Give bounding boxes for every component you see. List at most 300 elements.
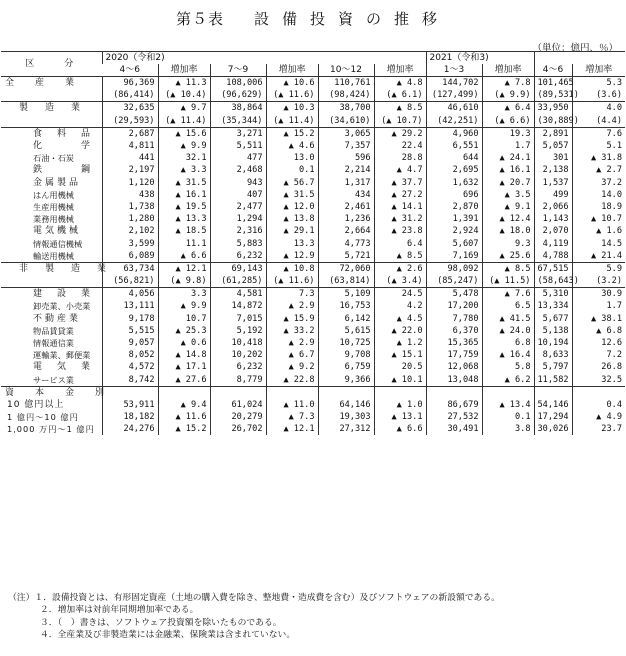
row-label <box>1 115 102 128</box>
rate-cell: ▲ 18.5 <box>158 225 210 237</box>
value-cell: 2,891 <box>534 127 572 140</box>
value-cell: (127,499) <box>426 89 482 102</box>
value-cell: 54,146 <box>534 399 572 411</box>
row-label: 生産用機械 <box>33 201 74 212</box>
rate-cell: ▲ 31.2 <box>374 213 426 225</box>
rate-cell: ▲ 19.5 <box>158 201 210 213</box>
value-cell: 6,232 <box>210 361 266 373</box>
rate-cell: 11.1 <box>158 237 210 249</box>
header-row-years <box>1 52 625 65</box>
value-cell: 19,303 <box>318 411 374 423</box>
table-row <box>1 374 625 387</box>
row-label: サービス業 <box>33 374 74 385</box>
value-cell: 5,138 <box>534 325 572 337</box>
rate-cell: 3.8 <box>482 423 534 435</box>
value-cell: 5,109 <box>318 288 374 301</box>
value-cell: 9,366 <box>318 374 374 387</box>
value-cell: (61,285) <box>210 275 266 288</box>
value-cell: 13,334 <box>534 300 572 312</box>
value-cell: 69,143 <box>210 262 266 275</box>
value-cell: 9,178 <box>102 313 158 325</box>
value-cell: 30,491 <box>426 423 482 435</box>
rate-cell: 7.3 <box>266 288 318 301</box>
value-cell: 17,759 <box>426 349 482 361</box>
value-cell: 20,279 <box>210 411 266 423</box>
rate-cell: ▲ 2.9 <box>266 337 318 349</box>
value-cell: 33,950 <box>534 102 572 115</box>
value-cell <box>210 386 266 399</box>
rate-cell: 5.1 <box>572 140 625 152</box>
value-cell <box>102 386 158 399</box>
row-label: 資 本 金 別 <box>1 386 102 399</box>
header-fy2020-cont <box>210 52 318 65</box>
rate-cell: ▲ 9.9 <box>158 300 210 312</box>
header-fy2020: 2020（令和2) <box>102 52 210 65</box>
value-cell: 2,695 <box>426 164 482 176</box>
rate-cell: ▲ 0.6 <box>158 337 210 349</box>
rate-cell: ▲ 4.6 <box>266 140 318 152</box>
rate-cell: 4.0 <box>572 102 625 115</box>
value-cell: 407 <box>210 189 266 201</box>
table-row <box>1 225 625 237</box>
value-cell <box>426 386 482 399</box>
value-cell: 13,048 <box>426 374 482 387</box>
rate-cell: ▲ 10.7 <box>572 213 625 225</box>
table-row <box>1 250 625 263</box>
rate-cell: ▲ 7.3 <box>266 411 318 423</box>
value-cell: 2,316 <box>210 225 266 237</box>
value-cell: 6,089 <box>102 250 158 263</box>
row-label: 食 料 品 <box>1 127 102 140</box>
header-fy2021: 2021（令和3) <box>426 52 534 65</box>
rate-cell: ▲ 16.4 <box>482 349 534 361</box>
value-cell: 7,169 <box>426 250 482 263</box>
rate-cell: (▲ 9.8) <box>158 275 210 288</box>
rate-cell: ▲ 31.5 <box>158 177 210 189</box>
rate-cell: 6.5 <box>482 300 534 312</box>
footnotes <box>8 592 500 641</box>
page-title <box>0 8 626 29</box>
value-cell: 64,146 <box>318 399 374 411</box>
row-label: 石油・石炭 <box>33 153 74 164</box>
value-cell: 3,065 <box>318 127 374 140</box>
rate-cell <box>482 386 534 399</box>
rate-cell: 12.6 <box>572 337 625 349</box>
table-row <box>1 213 625 225</box>
value-cell: 86,679 <box>426 399 482 411</box>
rate-cell: ▲ 41.5 <box>482 313 534 325</box>
rate-cell: (3.6) <box>572 89 625 102</box>
value-cell: 12,068 <box>426 361 482 373</box>
rate-cell: ▲ 24.1 <box>482 152 534 164</box>
value-cell <box>318 386 374 399</box>
header-period: 7～9 <box>210 64 266 77</box>
value-cell: 6,759 <box>318 361 374 373</box>
rate-cell: 20.5 <box>374 361 426 373</box>
value-cell: 8,052 <box>102 349 158 361</box>
rate-cell: 5.9 <box>572 262 625 275</box>
rate-cell: ▲ 4.5 <box>374 313 426 325</box>
value-cell: 8,779 <box>210 374 266 387</box>
value-cell: (96,629) <box>210 89 266 102</box>
value-cell: 2,924 <box>426 225 482 237</box>
value-cell: 6,142 <box>318 313 374 325</box>
header-rate: 増加率 <box>482 64 534 77</box>
value-cell: 2,138 <box>534 164 572 176</box>
header-rate: 増加率 <box>266 64 318 77</box>
value-cell: 1,632 <box>426 177 482 189</box>
value-cell: 17,294 <box>534 411 572 423</box>
row-label: 輸送用機械 <box>33 250 74 261</box>
row-label: 電 気 業 <box>33 362 94 373</box>
row-label <box>1 275 102 288</box>
table-row <box>1 152 625 164</box>
table-row <box>1 140 625 152</box>
rate-cell: ▲ 12.0 <box>266 201 318 213</box>
value-cell: 644 <box>426 152 482 164</box>
rate-cell: 13.3 <box>266 237 318 249</box>
rate-cell: ▲ 9.1 <box>482 201 534 213</box>
rate-cell: 4.2 <box>374 300 426 312</box>
rate-cell: ▲ 10.6 <box>266 77 318 90</box>
rate-cell: ▲ 15.9 <box>266 313 318 325</box>
value-cell: 1,120 <box>102 177 158 189</box>
value-cell: 943 <box>210 177 266 189</box>
rate-cell: ▲ 4.9 <box>572 411 625 423</box>
rate-cell: (▲ 3.4) <box>374 275 426 288</box>
rate-cell: ▲ 27.2 <box>374 189 426 201</box>
rate-cell: (3.2) <box>572 275 625 288</box>
rate-cell: ▲ 8.5 <box>374 250 426 263</box>
rate-cell: (▲ 10.4) <box>158 89 210 102</box>
rate-cell: 5.3 <box>572 77 625 90</box>
rate-cell: (▲ 11.5) <box>482 275 534 288</box>
header-rate: 増加率 <box>374 64 426 77</box>
value-cell: 24,276 <box>102 423 158 435</box>
value-cell: 63,734 <box>102 262 158 275</box>
table-row <box>1 337 625 349</box>
rate-cell: ▲ 56.7 <box>266 177 318 189</box>
value-cell: 15,365 <box>426 337 482 349</box>
value-cell: (34,610) <box>318 115 374 128</box>
note-4: ４．全産業及び非製造業には金融業、保険業は含まれていない。 <box>40 629 296 640</box>
table-row <box>1 102 625 115</box>
table-row <box>1 423 625 435</box>
value-cell: 1,738 <box>102 201 158 213</box>
table-row <box>1 361 625 373</box>
rate-cell: 7.6 <box>572 127 625 140</box>
rate-cell: ▲ 25.3 <box>158 325 210 337</box>
value-cell: 5,515 <box>102 325 158 337</box>
table-row <box>1 386 625 399</box>
value-cell: 101,465 <box>534 77 572 90</box>
rate-cell: ▲ 6.6 <box>158 250 210 263</box>
rate-cell: ▲ 15.1 <box>374 349 426 361</box>
rate-cell: 5.8 <box>482 361 534 373</box>
rate-cell <box>158 386 210 399</box>
rate-cell: 30.9 <box>572 288 625 301</box>
row-label: 卸売業、小売業 <box>33 301 91 312</box>
value-cell: 5,615 <box>318 325 374 337</box>
header-period: 4～6 <box>534 64 572 77</box>
header-rate: 増加率 <box>572 64 625 77</box>
rate-cell: ▲ 6.2 <box>482 374 534 387</box>
value-cell: 4,572 <box>102 361 158 373</box>
row-label: 業務用機械 <box>33 214 74 225</box>
rate-cell: ▲ 24.0 <box>482 325 534 337</box>
row-label: 1,000 万円～1 億円 <box>7 424 95 435</box>
value-cell: 96,369 <box>102 77 158 90</box>
rate-cell: 1.7 <box>572 300 625 312</box>
rate-cell: ▲ 6.6 <box>374 423 426 435</box>
rate-cell: ▲ 22.0 <box>374 325 426 337</box>
row-label: 電気機械 <box>33 226 82 237</box>
value-cell: 2,197 <box>102 164 158 176</box>
rate-cell: ▲ 7.8 <box>482 77 534 90</box>
rate-cell: 22.4 <box>374 140 426 152</box>
value-cell: 26,702 <box>210 423 266 435</box>
value-cell: 1,143 <box>534 213 572 225</box>
value-cell: (30,889) <box>534 115 572 128</box>
value-cell: 5,057 <box>534 140 572 152</box>
rate-cell: 28.8 <box>374 152 426 164</box>
value-cell: 499 <box>534 189 572 201</box>
value-cell: (86,414) <box>102 89 158 102</box>
rate-cell: ▲ 15.6 <box>158 127 210 140</box>
rate-cell: ▲ 10.3 <box>266 102 318 115</box>
value-cell: 4,581 <box>210 288 266 301</box>
table-row <box>1 262 625 275</box>
rate-cell: ▲ 8.5 <box>374 102 426 115</box>
value-cell: (29,593) <box>102 115 158 128</box>
value-cell: 2,664 <box>318 225 374 237</box>
table-row <box>1 201 625 213</box>
rate-cell: ▲ 2.6 <box>374 262 426 275</box>
value-cell: 2,461 <box>318 201 374 213</box>
rate-cell: ▲ 38.1 <box>572 313 625 325</box>
rate-cell: 0.1 <box>482 411 534 423</box>
rate-cell: ▲ 29.1 <box>266 225 318 237</box>
value-cell: (58,643) <box>534 275 572 288</box>
rate-cell: ▲ 4.7 <box>374 164 426 176</box>
table-row <box>1 127 625 140</box>
value-cell: 27,532 <box>426 411 482 423</box>
value-cell: 696 <box>426 189 482 201</box>
table-number: 第５表 <box>175 10 224 28</box>
value-cell: 596 <box>318 152 374 164</box>
rate-cell: (▲ 11.4) <box>158 115 210 128</box>
rate-cell: 6.8 <box>482 337 534 349</box>
table-row <box>1 313 625 325</box>
rate-cell: ▲ 15.2 <box>158 423 210 435</box>
rate-cell: 14.5 <box>572 237 625 249</box>
header-category: 区 分 <box>1 52 102 77</box>
table-row <box>1 237 625 249</box>
rate-cell: ▲ 2.7 <box>572 164 625 176</box>
rate-cell: 19.3 <box>482 127 534 140</box>
value-cell: 1,294 <box>210 213 266 225</box>
value-cell: (56,821) <box>102 275 158 288</box>
value-cell: 5,511 <box>210 140 266 152</box>
value-cell: 30,026 <box>534 423 572 435</box>
value-cell: 5,607 <box>426 237 482 249</box>
value-cell: 3,599 <box>102 237 158 249</box>
rate-cell: ▲ 9.7 <box>158 102 210 115</box>
table-row <box>1 189 625 201</box>
table-title: 設備投資の推移 <box>254 10 451 28</box>
rate-cell: ▲ 16.1 <box>482 164 534 176</box>
row-label: 不動産業 <box>33 313 82 324</box>
value-cell: 2,468 <box>210 164 266 176</box>
rate-cell: ▲ 27.6 <box>158 374 210 387</box>
rate-cell: ▲ 29.2 <box>374 127 426 140</box>
rate-cell <box>572 386 625 399</box>
rate-cell: ▲ 13.4 <box>482 399 534 411</box>
rate-cell <box>266 386 318 399</box>
value-cell: (89,531) <box>534 89 572 102</box>
value-cell: 9,708 <box>318 349 374 361</box>
header-period: 1～3 <box>426 64 482 77</box>
table-row <box>1 349 625 361</box>
table-row-excl-software <box>1 89 625 102</box>
investment-table <box>1 51 625 435</box>
value-cell: 144,702 <box>426 77 482 90</box>
row-label: 物品賃貸業 <box>33 325 74 336</box>
value-cell: (35,344) <box>210 115 266 128</box>
value-cell: (85,247) <box>426 275 482 288</box>
value-cell: 38,864 <box>210 102 266 115</box>
rate-cell: (▲ 9.9) <box>482 89 534 102</box>
value-cell: 1,537 <box>534 177 572 189</box>
value-cell: 27,312 <box>318 423 374 435</box>
rate-cell: 10.7 <box>158 313 210 325</box>
value-cell: 438 <box>102 189 158 201</box>
rate-cell: (▲ 11.4) <box>266 115 318 128</box>
table-row <box>1 164 625 176</box>
value-cell: 301 <box>534 152 572 164</box>
rate-cell: ▲ 2.9 <box>266 300 318 312</box>
rate-cell: ▲ 31.8 <box>572 152 625 164</box>
rate-cell: ▲ 23.8 <box>374 225 426 237</box>
note-2: ２．増加率は対前年同期増加率である。 <box>40 605 199 616</box>
value-cell: (42,251) <box>426 115 482 128</box>
value-cell: 2,477 <box>210 201 266 213</box>
rate-cell: 18.9 <box>572 201 625 213</box>
value-cell: 1,317 <box>318 177 374 189</box>
rate-cell: ▲ 14.8 <box>158 349 210 361</box>
value-cell: 4,788 <box>534 250 572 263</box>
value-cell <box>534 386 572 399</box>
value-cell: 10,725 <box>318 337 374 349</box>
note-3: ３．（ ）書きは、ソフトウェア投資額を除いたものである。 <box>40 617 282 628</box>
table-row <box>1 288 625 301</box>
value-cell: 5,310 <box>534 288 572 301</box>
rate-cell: ▲ 6.8 <box>572 325 625 337</box>
rate-cell: ▲ 3.5 <box>482 189 534 201</box>
value-cell: 6,232 <box>210 250 266 263</box>
rate-cell: ▲ 1.0 <box>374 399 426 411</box>
value-cell: 1,391 <box>426 213 482 225</box>
value-cell: 5,192 <box>210 325 266 337</box>
rate-cell: ▲ 31.5 <box>266 189 318 201</box>
value-cell: 3,271 <box>210 127 266 140</box>
table-row-excl-software <box>1 115 625 128</box>
value-cell: 10,194 <box>534 337 572 349</box>
value-cell: 38,700 <box>318 102 374 115</box>
rate-cell: ▲ 8.5 <box>482 262 534 275</box>
rate-cell: (▲ 6.1) <box>374 89 426 102</box>
rate-cell: 37.2 <box>572 177 625 189</box>
rate-cell: 0.4 <box>572 399 625 411</box>
value-cell: 7,780 <box>426 313 482 325</box>
rate-cell: ▲ 18.0 <box>482 225 534 237</box>
row-label: 運輸業、郵便業 <box>33 350 91 361</box>
rate-cell: ▲ 14.1 <box>374 201 426 213</box>
value-cell: 61,024 <box>210 399 266 411</box>
table-row <box>1 77 625 90</box>
rate-cell: ▲ 9.2 <box>266 361 318 373</box>
rate-cell: 0.1 <box>266 164 318 176</box>
value-cell: 5,883 <box>210 237 266 249</box>
rate-cell: ▲ 11.3 <box>158 77 210 90</box>
rate-cell: (4.4) <box>572 115 625 128</box>
value-cell: 7,015 <box>210 313 266 325</box>
value-cell: 17,200 <box>426 300 482 312</box>
value-cell: 5,478 <box>426 288 482 301</box>
value-cell: 110,761 <box>318 77 374 90</box>
rate-cell: ▲ 6.7 <box>266 349 318 361</box>
row-label: 非 製 造 業 <box>1 262 102 275</box>
rate-cell: 26.8 <box>572 361 625 373</box>
header-period: 10～12 <box>318 64 374 77</box>
row-label: 化 学 <box>33 141 94 152</box>
value-cell: 18,182 <box>102 411 158 423</box>
value-cell: 7,357 <box>318 140 374 152</box>
value-cell: 477 <box>210 152 266 164</box>
value-cell: 2,214 <box>318 164 374 176</box>
value-cell: 11,582 <box>534 374 572 387</box>
value-cell: 53,911 <box>102 399 158 411</box>
rate-cell: ▲ 3.3 <box>158 164 210 176</box>
value-cell: 2,102 <box>102 225 158 237</box>
value-cell: 434 <box>318 189 374 201</box>
value-cell: 4,056 <box>102 288 158 301</box>
table-row <box>1 325 625 337</box>
value-cell: 5,721 <box>318 250 374 263</box>
rate-cell: ▲ 6.4 <box>482 102 534 115</box>
rate-cell: (▲ 6.6) <box>482 115 534 128</box>
rate-cell: ▲ 25.6 <box>482 250 534 263</box>
row-label: 製 造 業 <box>1 102 102 115</box>
value-cell: 4,960 <box>426 127 482 140</box>
rate-cell <box>374 386 426 399</box>
rate-cell: ▲ 7.6 <box>482 288 534 301</box>
value-cell: 8,633 <box>534 349 572 361</box>
rate-cell: ▲ 11.0 <box>266 399 318 411</box>
rate-cell: 24.5 <box>374 288 426 301</box>
value-cell: 9,057 <box>102 337 158 349</box>
value-cell: 32,635 <box>102 102 158 115</box>
value-cell: 4,119 <box>534 237 572 249</box>
rate-cell: (▲ 10.7) <box>374 115 426 128</box>
value-cell: 2,687 <box>102 127 158 140</box>
rate-cell: ▲ 9.4 <box>158 399 210 411</box>
rate-cell: 13.0 <box>266 152 318 164</box>
rate-cell: ▲ 9.9 <box>158 140 210 152</box>
row-label: 金属製品 <box>33 177 82 188</box>
rate-cell: ▲ 11.6 <box>158 411 210 423</box>
rate-cell: (▲ 11.6) <box>266 89 318 102</box>
